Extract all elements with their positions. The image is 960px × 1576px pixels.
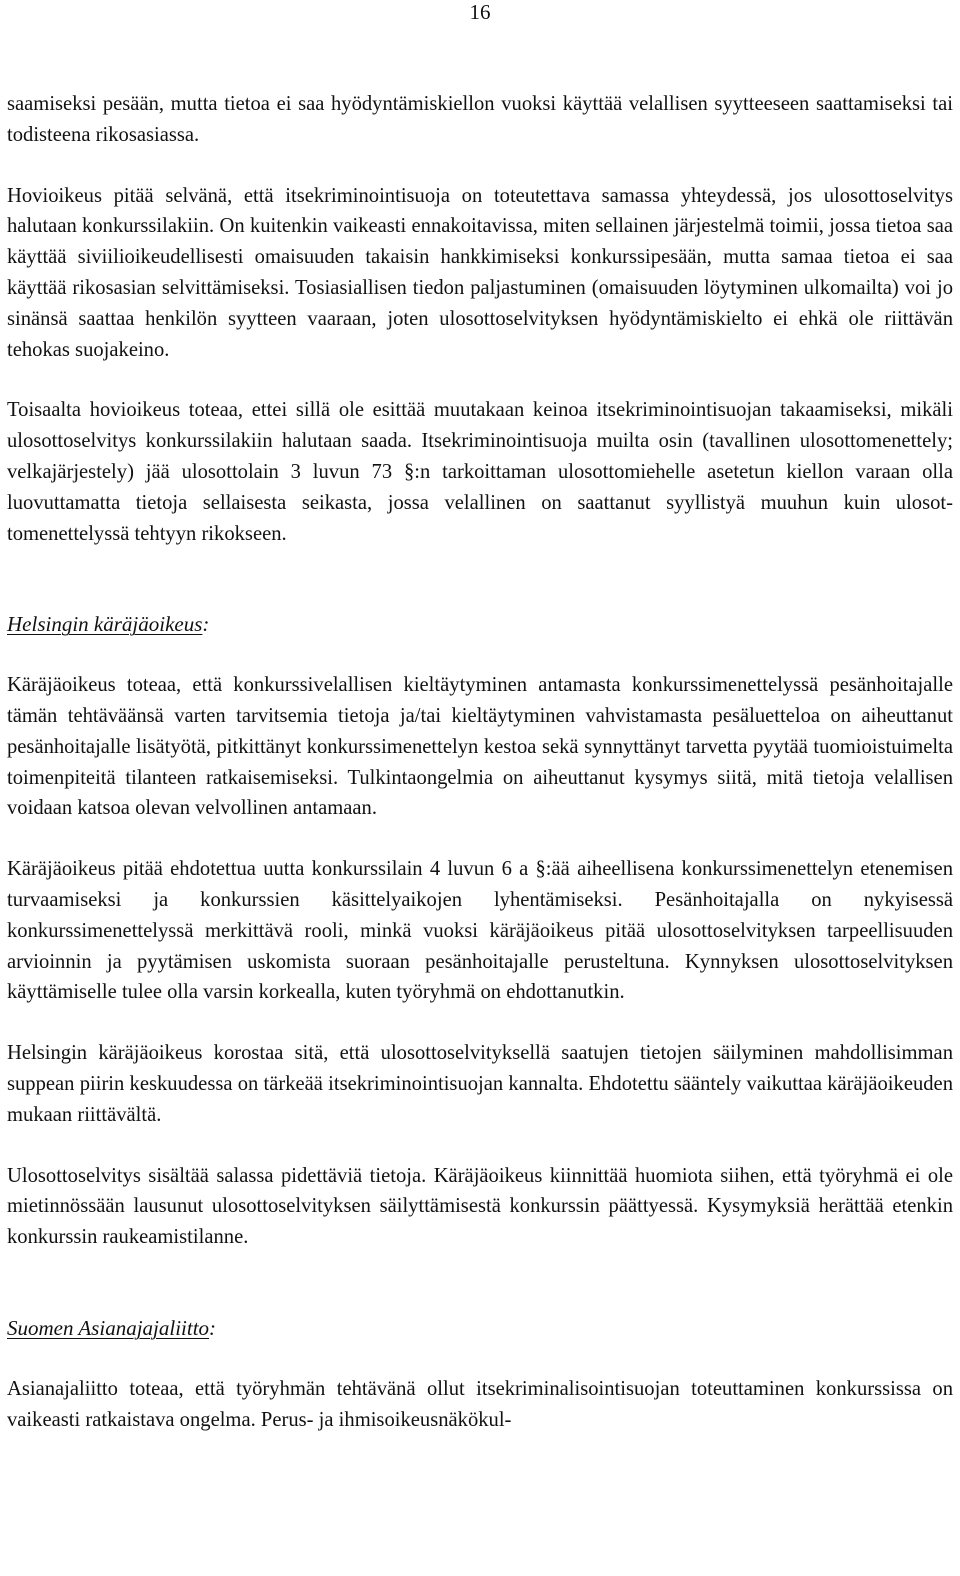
section-heading-asianajajaliitto-colon: : bbox=[209, 1315, 217, 1340]
paragraph-6: Helsingin käräjäoikeus korostaa sitä, että ulosottoselvityksellä saatujen tietojen säilyminen mahdollisimman suppean piirin keskuudessa on tärkeää itsekriminointisuojan kannalta. Ehdotettu sääntely vaikuttaa käräjäoikeuden mukaan riittävältä. bbox=[7, 1042, 953, 1126]
paragraph-8: Asianajaliitto toteaa, että työryhmän tehtävänä ollut itsekriminalisointisuojan toteuttaminen konkurssissa on vaikeasti ratkaistava ongelma. Perus- ja ihmisoikeusnäkökul- bbox=[7, 1377, 953, 1431]
paragraph-4: Käräjäoikeus toteaa, että konkurssivelallisen kieltäytyminen antamasta konkurssimenettelyssä pesänhoitajalle tämän tehtäväänsä varten tarvitsemia tietoja ja/tai kieltäytyminen vahvistamasta pesäluetteloa on aiheuttanut pesänhoitajalle lisätyötä, pitkittänyt konkurssimenettelyn kestoa sekä synnyttänyt tarvetta pyytää tuomioistuimelta toimenpiteitä tilanteen ratkaisemiseksi. Tulkintaongelmia on aiheuttanut kysymys siitä, mitä tietoja velallisen voidaan katsoa olevan velvollinen antamaan. bbox=[7, 674, 953, 820]
section-heading-helsinki-label: Helsingin käräjäoikeus bbox=[7, 612, 203, 637]
section-heading-asianajajaliitto bbox=[7, 1313, 953, 1344]
paragraph-2: Hovioikeus pitää selvänä, että itsekriminointisuoja on toteutettava samassa yhteydessä, jos ulosottoselvitys halutaan konkurssilakiin. On kuitenkin vaikeasti ennakoitavissa, miten sellainen järjestelmä toimii, jossa tietoa saa käyttää siviilioikeudellisesti omaisuuden takaisin hankkimiseksi konkurssipesään, mutta samaa tietoa ei saa käyttää rikosasian selvittämiseksi. Tosiasiallisen tiedon paljastuminen (omaisuuden löytyminen ulkomailta) voi jo sinänsä saattaa henkilön syytteen vaaraan, joten ulosottoselvityksen hyödyntämiskielto ei ehkä ole riittävän tehokas suojakeino. bbox=[7, 184, 953, 361]
paragraph-7: Ulosottoselvitys sisältää salassa pidettäviä tietoja. Käräjäoikeus kiinnittää huomiota siihen, että työryhmä ei ole mietinnössään lausunut ulosottoselvityksen säilyttämisestä konkurssin päättyessä. Kysymyksiä herättää etenkin konkurssin raukeamistilanne. bbox=[7, 1164, 953, 1249]
paragraph-5: Käräjäoikeus pitää ehdotettua uutta konkurssilain 4 luvun 6 a §:ää aiheellisena konkurssimenettelyn etenemisen turvaamiseksi ja konkurssien käsittelyaikojen lyhentämiseksi. Pesänhoitajalla on nykyisessä konkurssimenettelyssä merkittävä rooli, minkä vuoksi käräjäoikeus pitää ulosottoselvityksen tarpeellisuuden arvioinnin ja pyytämisen uskomista suoraan pesänhoitajalle perusteltuna. Kynnyksen ulosottoselvityksen käyttämiselle tulee olla varsin korkealla, kuten työryhmä on ehdottanutkin. bbox=[7, 858, 953, 1004]
section-heading-helsinki bbox=[7, 609, 953, 640]
page-number: 16 bbox=[469, 0, 491, 24]
paragraph-3: Toisaalta hovioikeus toteaa, ettei sillä ole esittää muutakaan keinoa itsekriminointisuojan takaamiseksi, mikäli ulosottoselvitys konkurssilakiin halutaan saada. Itsekriminointisuoja muilta osin (tavallinen ulosottomenettely; velkajärjestely) jää ulosottolain 3 luvun 73 §:n tarkoittaman ulosottomiehelle asetetun kiellon varaan olla luovuttamatta tietoja sellaisesta seikasta, jossa velallinen on saattanut syyllistyä muuhun kuin ulosottomenettelyssä tehtyyn rikokseen. bbox=[7, 399, 953, 545]
section-heading-asianajajaliitto-label: Suomen Asianajajaliitto bbox=[7, 1315, 210, 1340]
section-heading-helsinki-colon: : bbox=[202, 612, 210, 637]
paragraph-1: saamiseksi pesään, mutta tietoa ei saa hyödyntämiskiellon vuoksi käyttää velallisen syytteeseen saattamiseksi tai todisteena rikosasiassa. bbox=[7, 93, 953, 146]
document-body bbox=[7, 89, 953, 1435]
